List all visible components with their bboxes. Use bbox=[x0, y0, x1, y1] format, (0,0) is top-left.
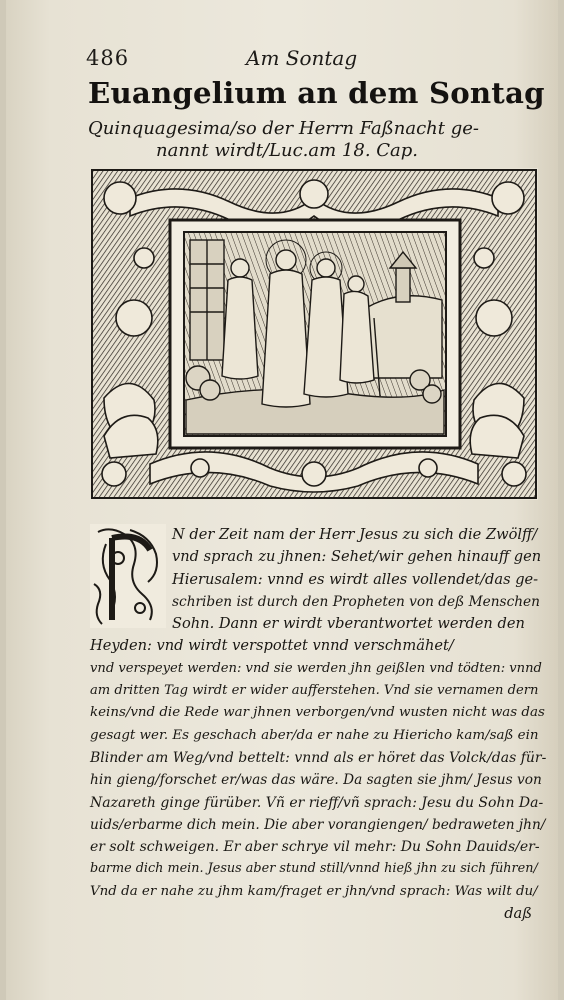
text-line: am dritten Tag wirdt er wider aufferstehen. Vnd sie vernamen dern bbox=[90, 683, 539, 699]
catchword: daß bbox=[504, 905, 532, 923]
subtitle-line-2: nannt wirdt/Luc.am 18. Cap. bbox=[156, 140, 419, 161]
woodcut-frame-art bbox=[90, 168, 538, 500]
gospel-text bbox=[90, 524, 546, 925]
folio-number: 486 bbox=[86, 46, 130, 70]
subtitle-line-1: Quinquagesima/so der Herrn Faßnacht ge- bbox=[88, 118, 479, 139]
text-line: Sohn. Dann er wirdt vberantwortet werden den bbox=[172, 615, 525, 633]
text-line: gesagt wer. Es geschach aber/da er nahe zu Hiericho kam/saß ein bbox=[90, 727, 539, 743]
book-page bbox=[6, 0, 558, 1000]
text-line: keins/vnd die Rede war jhnen verborgen/vnd wusten nicht was das bbox=[90, 705, 545, 721]
text-line: Hierusalem: vnnd es wirdt alles vollendet/das ge- bbox=[172, 570, 539, 588]
text-line: Vnd da er nahe zu jhm kam/fraget er jhn/vnd sprach: Was wilt du/ bbox=[90, 883, 538, 899]
text-line: Heyden: vnd wirdt verspottet vnnd verschmähet/ bbox=[90, 637, 454, 655]
text-line: Blinder am Weg/vnd bettelt: vnnd als er höret das Volck/das für- bbox=[90, 749, 547, 766]
running-head: Am Sontag bbox=[246, 46, 358, 70]
text-line: Nazareth ginge fürüber. Vñ er rieff/vñ sprach: Jesu du Sohn Da- bbox=[90, 794, 544, 811]
page-title: Euangelium an dem Sontag bbox=[88, 76, 545, 110]
woodcut-illustration bbox=[90, 168, 538, 500]
text-line: hin gieng/forschet er/was das wäre. Da sagten sie jhm/ Jesus von bbox=[90, 772, 542, 789]
text-line: uids/erbarme dich mein. Die aber vorangiengen/ bedraweten jhn/ bbox=[90, 816, 546, 833]
text-line: barme dich mein. Jesus aber stund still/vnnd hieß jhn zu sich führen/ bbox=[90, 861, 538, 877]
text-line: er solt schweigen. Er aber schrye vil mehr: Du Sohn Dauids/er- bbox=[90, 839, 540, 856]
text-line: N der Zeit nam der Herr Jesus zu sich die Zwölff/ bbox=[172, 526, 538, 543]
text-line: schriben ist durch den Propheten von deß Menschen bbox=[172, 593, 540, 610]
text-line: vnd verspeyet werden: vnd sie werden jhn geißlen vnd tödten: vnnd bbox=[90, 660, 542, 676]
text-line: vnd sprach zu jhnen: Sehet/wir gehen hinauff gen bbox=[172, 548, 542, 566]
